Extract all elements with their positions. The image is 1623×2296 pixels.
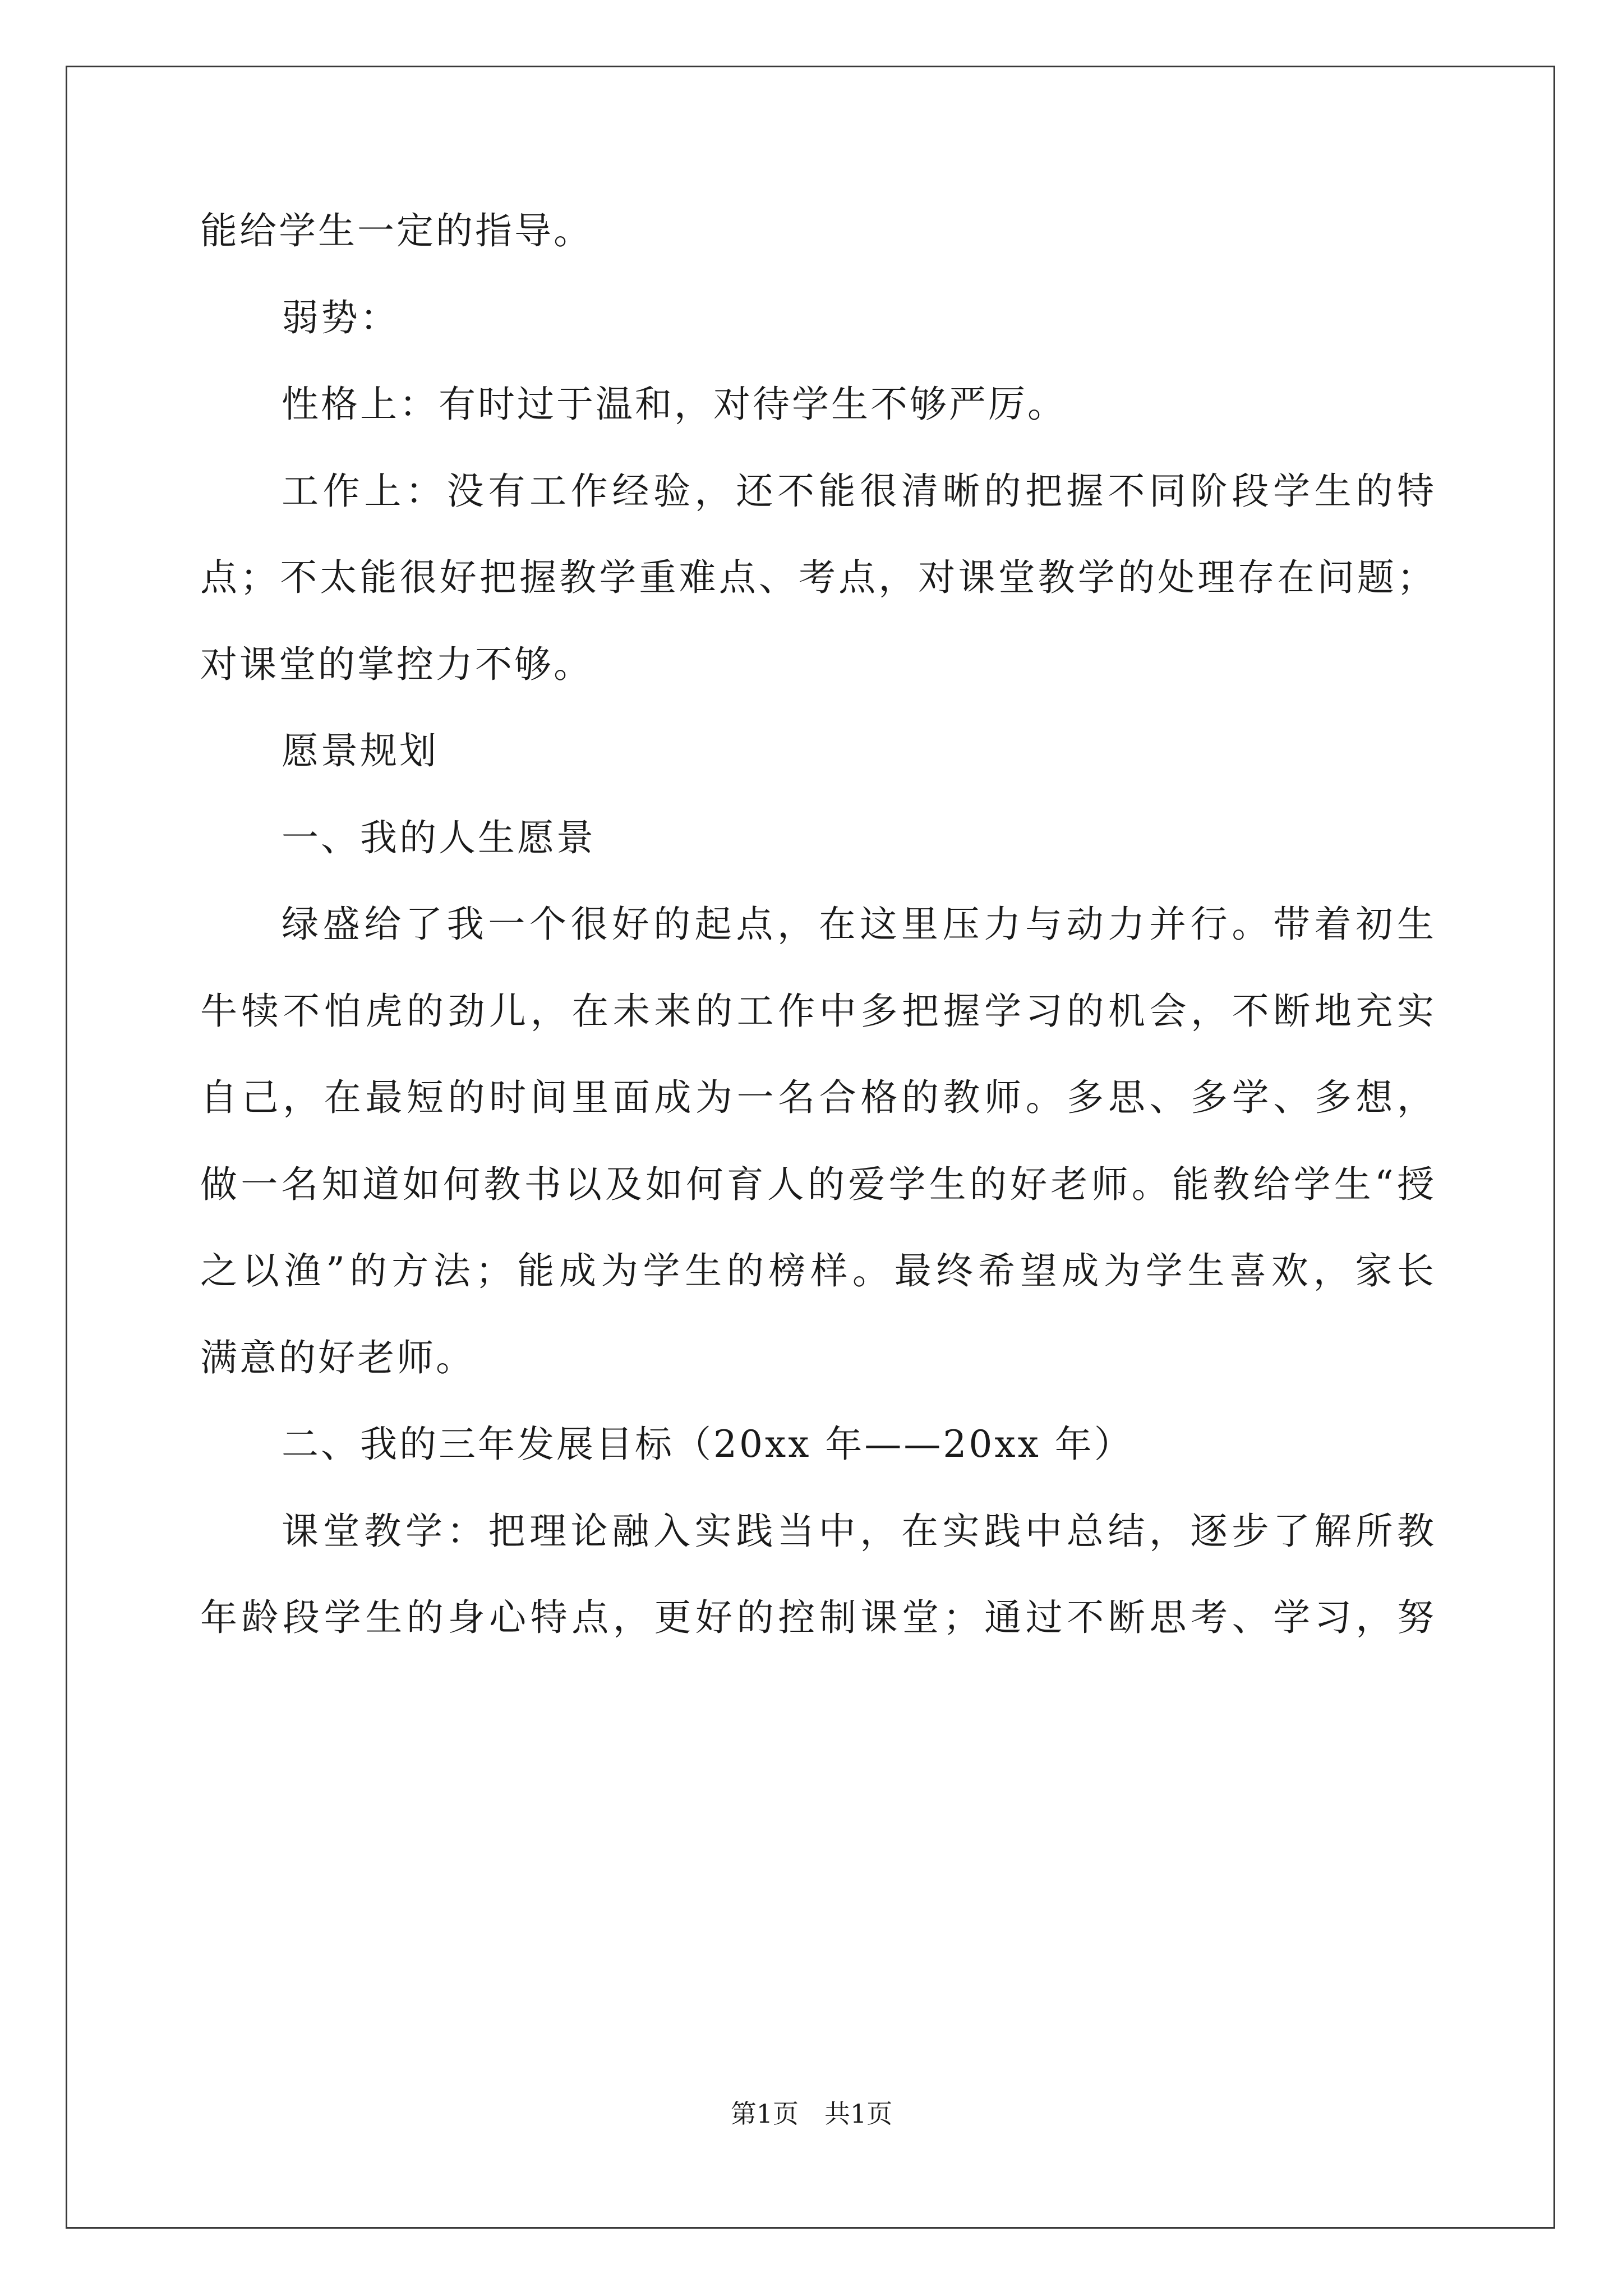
page-total: 共1页 bbox=[824, 2099, 893, 2129]
body-text-line: 自己，在最短的时间里面成为一名合格的教师。多思、多学、多想， bbox=[200, 1076, 1434, 1119]
body-text-line: 年龄段学生的身心特点，更好的控制课堂；通过不断思考、学习，努 bbox=[200, 1596, 1434, 1639]
section-heading-weakness: 弱势： bbox=[282, 296, 399, 339]
page-footer bbox=[0, 2097, 1623, 2131]
body-text-line: 工作上：没有工作经验，还不能很清晰的把握不同阶段学生的特 bbox=[282, 470, 1434, 513]
body-text-line: 牛犊不怕虎的劲儿，在未来的工作中多把握学习的机会，不断地充实 bbox=[200, 990, 1434, 1033]
body-text-line: 之以渔”的方法；能成为学生的榜样。最终希望成为学生喜欢，家长 bbox=[200, 1249, 1434, 1292]
body-text-line: 能给学生一定的指导。 bbox=[200, 209, 593, 252]
section-heading-vision: 愿景规划 bbox=[282, 729, 439, 772]
body-text-line: 课堂教学：把理论融入实践当中，在实践中总结，逐步了解所教 bbox=[282, 1510, 1434, 1553]
body-text-line: 性格上：有时过于温和，对待学生不够严厉。 bbox=[282, 383, 1067, 426]
subsection-heading-three-year-goal: 二、我的三年发展目标（20xx 年——20xx 年） bbox=[282, 1423, 1133, 1466]
body-text-line: 点；不太能很好把握教学重难点、考点，对课堂教学的处理存在问题； bbox=[200, 556, 1434, 599]
subsection-heading-life-vision: 一、我的人生愿景 bbox=[282, 816, 596, 859]
page-number: 第1页 bbox=[730, 2099, 799, 2129]
body-text-line: 做一名知道如何教书以及如何育人的爱学生的好老师。能教给学生“授 bbox=[200, 1163, 1434, 1206]
body-text-line: 绿盛给了我一个很好的起点，在这里压力与动力并行。带着初生 bbox=[282, 903, 1434, 946]
body-text-line: 对课堂的掌控力不够。 bbox=[200, 643, 593, 686]
body-text-line: 满意的好老师。 bbox=[200, 1336, 475, 1379]
